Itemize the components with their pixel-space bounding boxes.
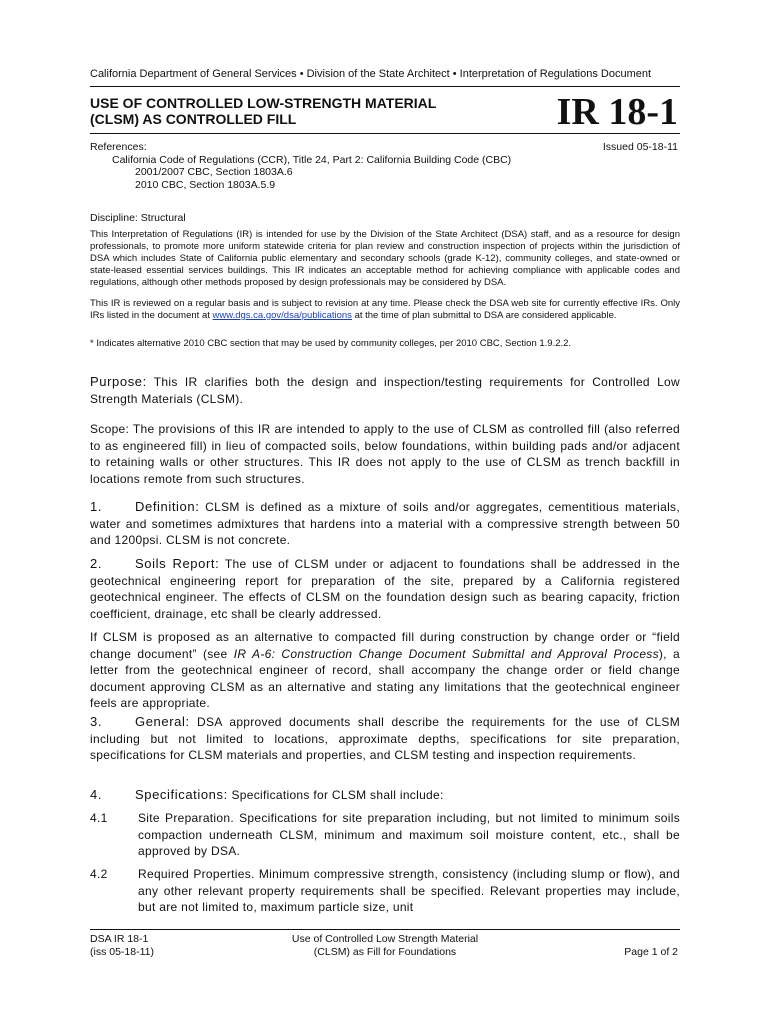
page-number: Page 1 of 2 xyxy=(624,946,678,958)
section-number: 2. xyxy=(90,556,103,571)
purpose-paragraph xyxy=(90,374,680,407)
subsection-text: Required Properties. Minimum compressive strength, consistency (including slump or flow), and any other relevant property requirements shall be specified. Relevant properties may include, but are not limited to, maximum particle size, unit xyxy=(138,867,680,914)
section-2-soils-report xyxy=(90,556,680,622)
scope-label: Scope: xyxy=(90,422,130,436)
ir-a6-reference: IR A-6: Construction Change Document Submittal and Approval Process xyxy=(233,646,659,661)
section-heading: Definition: xyxy=(135,499,200,514)
section-heading: Soils Report: xyxy=(135,556,220,571)
header-rule xyxy=(90,86,680,87)
section-4-specifications xyxy=(90,787,680,804)
footer-title-line-1: Use of Controlled Low Strength Material xyxy=(291,933,479,945)
section-3-general xyxy=(90,714,680,764)
review-paragraph xyxy=(90,298,680,322)
publications-link[interactable]: www.dgs.ca.gov/dsa/publications xyxy=(212,310,352,321)
section-4-2-required-properties xyxy=(90,866,680,916)
footer-left xyxy=(90,933,154,959)
section-number: 1. xyxy=(90,499,103,514)
review-text-after: at the time of plan submittal to DSA are considered applicable. xyxy=(351,310,617,321)
document-title xyxy=(90,95,436,127)
references-label: References: xyxy=(90,141,147,153)
section-number: 3. xyxy=(90,714,103,729)
ir-number: IR 18-1 xyxy=(556,91,678,133)
footer-title-line-2: (CLSM) as Fill for Foundations xyxy=(313,946,457,958)
footer-issue: (iss 05-18-11) xyxy=(90,946,154,958)
section-text: CLSM is defined as a mixture of soils and/or aggregates, cementitious materials, water and sometimes admixtures that hardens into a material with a compressive strength between 50 and 1200psi. CLSM is not concrete. xyxy=(90,500,680,547)
references xyxy=(90,141,511,191)
scope-paragraph xyxy=(90,421,680,487)
reference-line-3: 2010 CBC, Section 1803A.5.9 xyxy=(135,178,276,191)
title-line-1: USE OF CONTROLLED LOW-STRENGTH MATERIAL xyxy=(90,95,437,111)
section-heading: Specifications: xyxy=(135,787,228,802)
footer-rule xyxy=(90,929,680,930)
title-rule xyxy=(90,133,680,134)
agency-header: California Department of General Services • Division of the State Architect • Interpretation of Regulations Document xyxy=(90,68,652,80)
intro-paragraph: This Interpretation of Regulations (IR) is intended for use by the Division of the State Architect (DSA) staff, and as a resource for design professionals, to promote more uniform statewide criteria for plan review and construction inspection of projects within the jurisdiction of DSA which includes State of California public elementary and secondary schools (grade K-12), community colleges, and state-owned or state-leased essential services buildings. This IR indicates an acceptable method for achieving compliance with applicable codes and regulations, although other methods proposed by design professionals may be considered by DSA. xyxy=(90,229,680,288)
footer-doc-id: DSA IR 18-1 xyxy=(90,933,149,945)
section-number: 4. xyxy=(90,787,103,802)
footer-center xyxy=(240,933,530,959)
subsection-number: 4.1 xyxy=(90,811,108,825)
section-text: DSA approved documents shall describe the requirements for the use of CLSM including but not limited to locations, approximate depths, specifications for site preparation, specifications for CLSM materials and properties, and CLSM testing and inspection requirements. xyxy=(90,715,680,762)
note-paragraph: * Indicates alternative 2010 CBC section that may be used by community colleges, per 2010 CBC, Section 1.9.2.2. xyxy=(90,338,572,349)
purpose-label: Purpose: xyxy=(90,374,147,389)
paragraph-text-before: If CLSM is proposed as an alternative to compacted fill during construction by change order or “field change document” (see xyxy=(90,630,680,661)
paragraph-text-after: ), a letter from the geotechnical engineer of record, shall accompany the change order or field change document approving CLSM as an alternative and stating any limitations that the geotechnical engineer feels are appropriate. xyxy=(90,646,680,710)
purpose-text: This IR clarifies both the design and inspection/testing requirements for Controlled Low Strength Materials (CLSM). xyxy=(90,375,680,406)
discipline: Discipline: Structural xyxy=(90,212,186,224)
section-4-1-site-preparation xyxy=(90,810,680,860)
scope-text: The provisions of this IR are intended to apply to the use of CLSM as controlled fill (also referred to as engineered fill) in lieu of compacted soils, below foundations, within building pads and/or adjacent to retaining walls or other structures. This IR does not apply to the use of CLSM as trench backfill in locations remote from such structures. xyxy=(90,422,680,486)
section-text: The use of CLSM under or adjacent to foundations shall be addressed in the geotechnical engineering report for preparation of the site, prepared by a California registered geotechnical engineer. The effects of CLSM on the foundation design such as bearing capacity, friction coefficient, drainage, etc shall be clearly addressed. xyxy=(90,557,680,621)
title-line-2: (CLSM) AS CONTROLLED FILL xyxy=(90,111,297,127)
section-2-change-order-paragraph xyxy=(90,629,680,712)
section-heading: General: xyxy=(135,714,190,729)
reference-line-1: California Code of Regulations (CCR), Title 24, Part 2: California Building Code (CBC) xyxy=(112,153,512,166)
section-text: Specifications for CLSM shall include: xyxy=(227,788,444,802)
subsection-text: Site Preparation. Specifications for site preparation including, but not limited to minimum soils compaction underneath CLSM, minimum and maximum soil moisture content, etc., shall be approved by DSA. xyxy=(138,811,680,858)
subsection-number: 4.2 xyxy=(90,867,108,881)
issued-date: Issued 05-18-11 xyxy=(602,141,678,153)
review-text-before: This IR is reviewed on a regular basis and is subject to revision at any time. Please check the DSA web site for currently effective IRs. Only IRs listed in the document at xyxy=(90,298,680,321)
section-1-definition xyxy=(90,499,680,549)
reference-line-2: 2001/2007 CBC, Section 1803A.6 xyxy=(135,166,293,178)
